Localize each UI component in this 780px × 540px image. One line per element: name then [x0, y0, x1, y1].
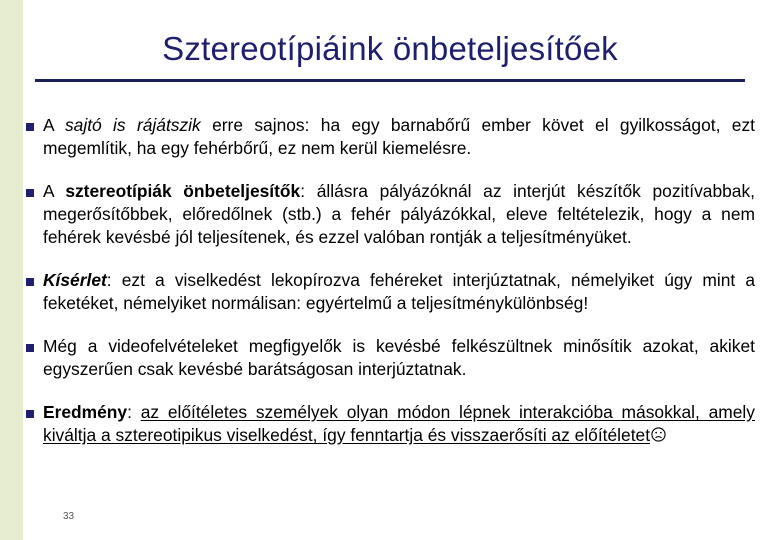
bullet-marker-icon — [26, 123, 34, 131]
bullet-item: Eredmény: az előítéletes személyek olyan módon lépnek interakcióba másokkal, amely kiváltja a sztereotipikus viselkedést, így fenntartja és visszaerősíti az előítéletet — [24, 401, 755, 447]
slide-sidebar — [0, 0, 23, 540]
title-divider — [35, 79, 745, 82]
bullet-marker-icon — [26, 344, 34, 352]
emphasis-text: sztereotípiák önbeteljesítők — [65, 181, 301, 201]
bullet-list — [24, 114, 755, 447]
bullet-marker-icon — [26, 278, 34, 286]
emphasis-text: Eredmény — [43, 402, 128, 422]
bullet-item: Kísérlet: ezt a viselkedést lekopírozva fehéreket interjúztatnak, némelyiket úgy mint a feketéket, némelyiket normálisan: egyértelmű a teljesítménykülönbség! — [24, 269, 755, 315]
slide-title: Sztereotípiáink önbeteljesítőek — [162, 30, 618, 67]
bullet-item: A sajtó is rájátszik erre sajnos: ha egy barnabőrű ember követ el gyilkosságot, ezt megemlítik, ha egy fehérbőrű, ez nem kerül kiemelésre. — [24, 114, 755, 160]
page-number: 33 — [63, 511, 75, 522]
frown-face-icon — [651, 427, 666, 442]
emphasis-text: sajtó is rájátszik — [64, 115, 201, 135]
emphasis-text: Kísérlet — [43, 270, 107, 290]
bullet-marker-icon — [26, 189, 34, 197]
bullet-item: A sztereotípiák önbeteljesítők: állásra pályázóknál az interjút készítők pozitívabbak, megerősítőbbek, előredőlnek (stb.) a fehér pályázókkal, eleve feltételezik, hogy a nem fehérek kevésbé jól teljesítenek, és ezzel valóban rontják a teljesítményüket. — [24, 180, 755, 249]
underlined-conclusion: az előítéletes személyek olyan módon lépnek interakcióba másokkal, amely kiváltja a sztereotipikus viselkedést, így fenntartja és visszaerősíti az előítéletet — [43, 402, 755, 445]
bullet-item: Még a videofelvételeket megfigyelők is kevésbé felkészültnek minősítik azokat, akiket egyszerűen csak kevésbé barátságosan interjúztatnak. — [24, 335, 755, 381]
bullet-marker-icon — [26, 410, 34, 418]
